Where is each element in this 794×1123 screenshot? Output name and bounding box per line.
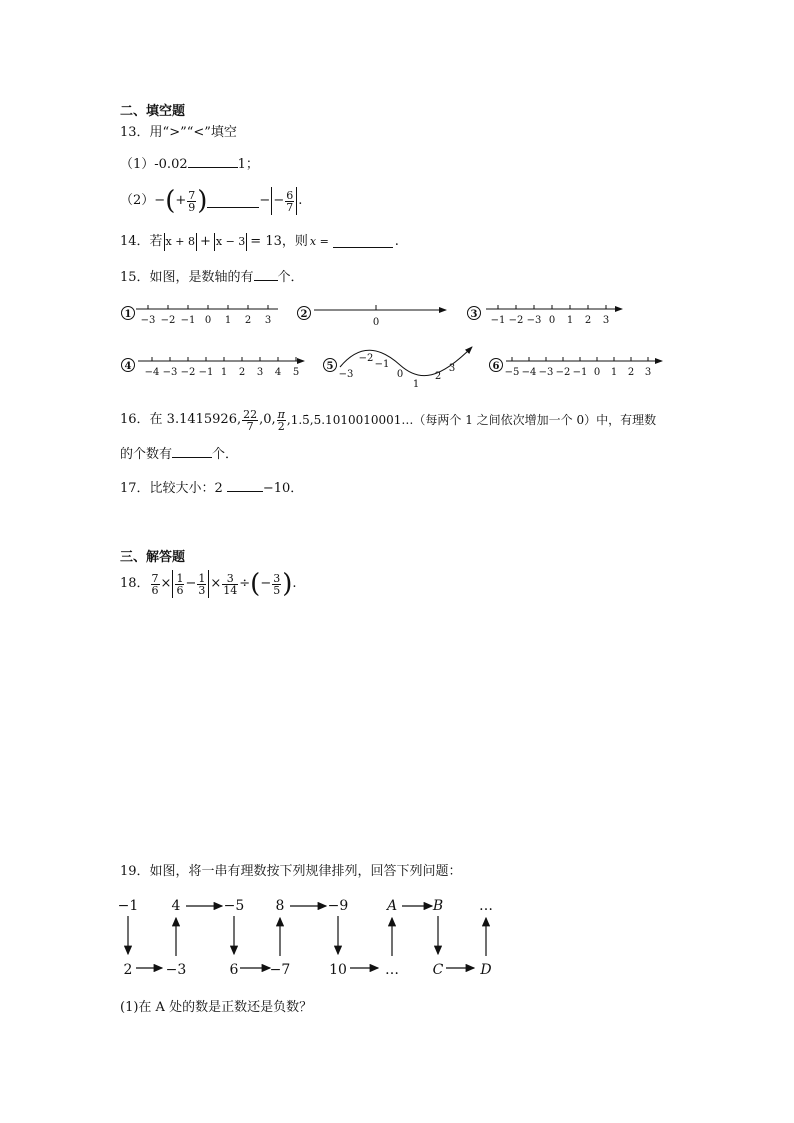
q14-abs-b-left	[214, 233, 215, 251]
axis-1-label: −3	[140, 315, 156, 326]
axis-6-label: 2	[627, 367, 635, 378]
axis-1-label: 1	[224, 315, 232, 326]
axis-5-label: 0	[396, 369, 404, 380]
q13-stem: 13．用“>”“<”填空	[120, 125, 237, 140]
axis-5-label: 1	[412, 379, 420, 390]
seq-top-item: 8	[275, 898, 285, 914]
axis-4-label: −4	[144, 367, 160, 378]
q18-fraction-7-6: $\frac{7}{6}$	[151, 571, 159, 597]
q18-times2: ×	[210, 576, 222, 591]
axis-1-label: 3	[264, 315, 272, 326]
axis-3-label: 3	[602, 315, 610, 326]
q13-plus: +	[175, 193, 187, 208]
axis-5-label: −1	[374, 359, 390, 370]
q13-fraction-6-7: $\frac{6}{7}$	[286, 188, 294, 214]
axis-5-label: 3	[448, 363, 456, 374]
axis-5-label: −2	[358, 353, 374, 364]
q16-line2	[120, 447, 238, 463]
q18-fraction-1-3: $\frac{1}{3}$	[198, 571, 206, 597]
section-fill-in-title: 二、填空题	[120, 104, 186, 119]
svg-text:3: 3	[470, 309, 478, 320]
q18-neg: −	[260, 576, 272, 591]
axis-3-label: −2	[508, 315, 524, 326]
q13-part2-minus2: −	[259, 193, 271, 208]
seq-bottom-item: −7	[269, 962, 291, 978]
seq-top-item: −1	[117, 898, 139, 914]
axis-4-label: 4	[274, 367, 282, 378]
q18-fraction-3-5: $\frac{3}{5}$	[273, 571, 281, 597]
axis-6-label: 3	[644, 367, 652, 378]
q15-blank	[254, 280, 278, 281]
seq-top-item: B	[432, 898, 444, 914]
q13-abs-left	[271, 187, 272, 215]
q13-paren-close: )	[197, 186, 208, 216]
q14-end: .	[394, 234, 399, 249]
seq-top-item: A	[386, 898, 398, 914]
seq-top-item: 4	[171, 898, 181, 914]
axis-4-label: 5	[292, 367, 300, 378]
axis-4-label: 2	[238, 367, 246, 378]
seq-bottom-item: 2	[123, 962, 133, 978]
seq-top-item: …	[479, 898, 493, 914]
axis-1-label: 2	[244, 315, 252, 326]
svg-text:6: 6	[492, 361, 500, 372]
axis-1-label: 0	[204, 315, 212, 326]
marker-5	[324, 359, 337, 373]
q18-fraction-1-6: $\frac{1}{6}$	[176, 571, 184, 597]
axis-3-label: 1	[566, 315, 574, 326]
seq-top-item: −5	[223, 898, 245, 914]
q18-fraction-3-14: $\frac{3}{14}$	[223, 571, 238, 597]
q16-line2-end: 个．	[212, 447, 239, 462]
q14-eq: = 13，则	[250, 234, 308, 249]
q14	[120, 233, 399, 251]
svg-text:5: 5	[326, 361, 334, 372]
q18-minus: −	[185, 576, 197, 591]
seq-bottom-item: −3	[165, 962, 187, 978]
svg-text:4: 4	[124, 361, 132, 372]
q14-prefix: 14．若	[120, 234, 163, 249]
q16-mid: ,0,	[259, 412, 276, 427]
q18-divide: ÷	[239, 576, 251, 591]
q19-sequence-diagram	[110, 892, 510, 984]
q18	[120, 566, 297, 602]
seq-bottom-item: 10	[329, 962, 347, 978]
q15-stem-text: 15．如图，是数轴的有	[120, 270, 254, 285]
seq-bottom-item: …	[385, 962, 399, 978]
q18-prefix: 18．	[120, 576, 150, 591]
axis-3-label: 2	[584, 315, 592, 326]
axis-6-label: −2	[555, 367, 571, 378]
q17-end: −10．	[262, 481, 304, 496]
axis-3-label: 0	[548, 315, 556, 326]
section-answer-title: 三、解答题	[120, 550, 186, 565]
axis-5-label: −3	[338, 369, 354, 380]
q13-part1	[120, 157, 259, 173]
marker-6	[490, 359, 503, 373]
q19-sub1: (1)在 A 处的数是正数还是负数？	[120, 1000, 313, 1015]
q13-part2-minus: −	[154, 193, 166, 208]
svg-text:2: 2	[300, 309, 308, 320]
seq-bottom-item: 6	[229, 962, 239, 978]
q13-part1-blank	[188, 167, 238, 168]
axis-5-label: 2	[434, 371, 442, 382]
q17-blank	[227, 491, 263, 492]
q14-blank	[333, 247, 393, 248]
axis-4-label: 1	[220, 367, 228, 378]
svg-text:1: 1	[124, 309, 132, 320]
q15-number-lines	[110, 295, 680, 390]
q14-x: x =	[309, 235, 329, 248]
q18-end: .	[292, 576, 297, 591]
axis-4-label: 3	[256, 367, 264, 378]
axis-2	[314, 305, 446, 310]
q17-prefix: 17．比较大小：2	[120, 481, 223, 496]
axis-6-label: −1	[572, 367, 588, 378]
axis-3-label: −1	[490, 315, 506, 326]
q13-abs-right	[296, 187, 297, 215]
q18-times: ×	[160, 576, 172, 591]
axis-1-label: −2	[160, 315, 176, 326]
q14-plus: +	[199, 234, 211, 249]
q13-part2-minus3: −	[273, 193, 285, 208]
axis-6-label: 1	[610, 367, 618, 378]
q13-part2-label: （2）	[120, 193, 155, 208]
axis-1-label: −1	[180, 315, 196, 326]
q13-part1-end: 1；	[237, 157, 259, 172]
q13-fraction-7-9: $\frac{7}{9}$	[188, 188, 196, 214]
q16-line2-text: 的个数有	[120, 447, 173, 462]
q14-abs-a-right	[196, 233, 197, 251]
q15-stem-end: 个．	[277, 270, 304, 285]
axis-4-label: −2	[180, 367, 196, 378]
q14-abs-b: x − 3	[215, 235, 246, 248]
q13-part2	[120, 183, 302, 219]
q14-abs-a: x + 8	[165, 235, 195, 248]
q14-abs-b-right	[246, 233, 247, 251]
axis-6-label: −5	[504, 367, 520, 378]
axis-6-label: −4	[521, 367, 537, 378]
marker-2	[298, 307, 311, 321]
axis-4-label: −3	[162, 367, 178, 378]
q18-abs-right	[208, 570, 209, 598]
marker-1	[122, 307, 135, 321]
q14-abs-a-left	[164, 233, 165, 251]
q16-line1	[120, 402, 656, 438]
seq-bottom-item: C	[432, 962, 444, 978]
axis-3-label: −3	[526, 315, 542, 326]
q18-paren-open: (	[250, 569, 261, 599]
q16-rest: ,1.5̇,5.1010010001…（每两个 1 之间依次增加一个 0）中，有理数	[286, 413, 657, 427]
q13-paren-open: (	[165, 186, 176, 216]
q18-paren-close: )	[282, 569, 293, 599]
axis-6-label: −3	[538, 367, 554, 378]
seq-bottom-item: D	[480, 962, 492, 978]
q16-fraction-22-7: $\frac{22}{7}$	[243, 407, 258, 433]
q19-stem: 19．如图，将一串有理数按下列规律排列，回答下列问题：	[120, 864, 462, 879]
marker-3	[468, 307, 481, 321]
axis-4-label: −1	[198, 367, 214, 378]
axis-2-label: 0	[372, 317, 380, 328]
q13-part2-blank	[207, 207, 259, 208]
q16-fraction-pi-2: $\frac{\pi}{2}$	[277, 407, 285, 433]
q16-blank	[172, 457, 212, 458]
axis-6-label: 0	[593, 367, 601, 378]
q17	[120, 481, 303, 497]
q13-part1-label: （1）-0.02	[120, 157, 188, 172]
q16-prefix: 16．在 3.1415926,	[120, 412, 242, 427]
q18-abs-left	[172, 570, 173, 598]
q15-stem	[120, 270, 304, 286]
marker-4	[122, 359, 135, 373]
q13-part2-end: .	[298, 193, 303, 208]
seq-top-item: −9	[327, 898, 349, 914]
